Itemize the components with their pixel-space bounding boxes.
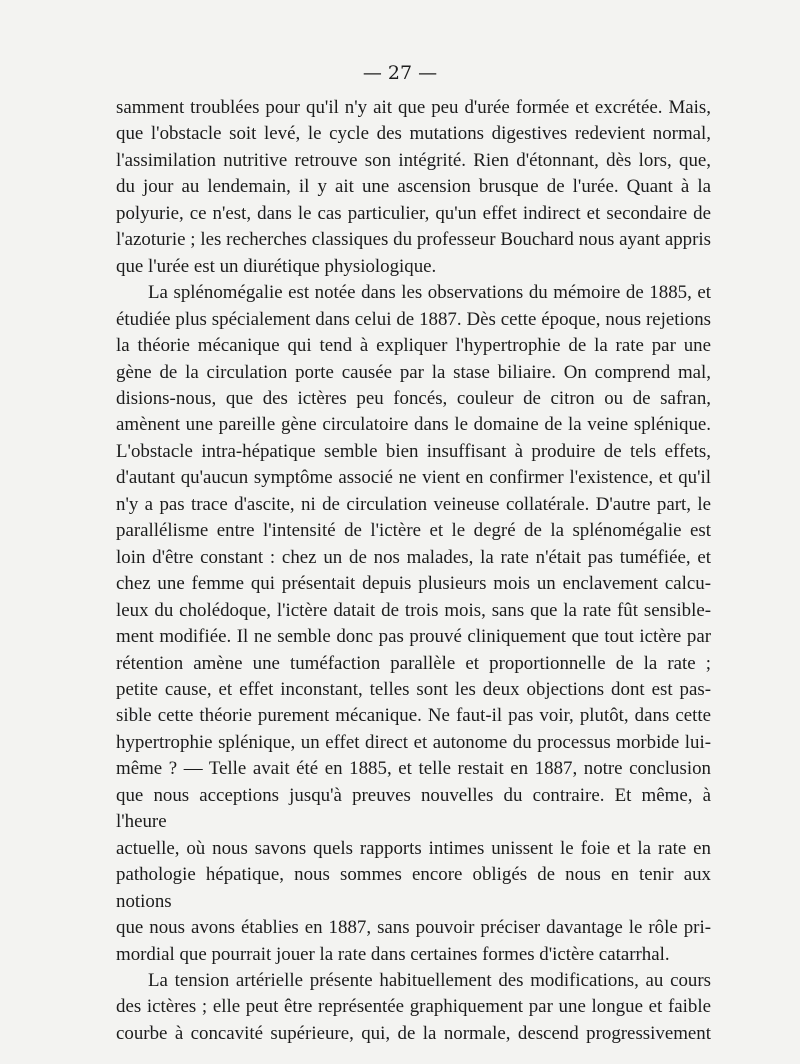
text-line: la théorie mécanique qui tend à expliquer l'hypertrophie de la rate par une [116,335,711,357]
text-line: actuelle, où nous savons quels rapports intimes unissent le foie et la rate en [116,837,711,859]
text-line: leux du cholédoque, l'ictère datait de trois mois, sans que la rate fût sensible- [116,599,711,621]
text-line: petite cause, et effet inconstant, telles sont les deux objections dont est pas- [116,678,711,700]
text-line: d'autant qu'aucun symptôme associé ne vient en confirmer l'existence, et qu'il [116,467,711,489]
text-line: disions-nous, que des ictères peu foncés, couleur de citron ou de safran, [116,387,711,409]
text-line: du jour au lendemain, il y ait une ascension brusque de l'urée. Quant à la [116,176,711,198]
body-text [116,95,711,1047]
text-line: gène de la circulation porte causée par la stase biliaire. On comprend mal, [116,361,711,383]
text-line: polyurie, ce n'est, dans le cas particulier, qu'un effet indirect et secondaire de [116,202,711,224]
text-line: l'azoturie ; les recherches classiques du professeur Bouchard nous ayant appris [116,229,711,251]
page-number: — 27 — [362,62,438,84]
text-line: que l'urée est un diurétique physiologique. [116,255,437,277]
text-line: sible cette théorie purement mécanique. Ne faut-il pas voir, plutôt, dans cette [116,705,711,727]
text-line: loin d'être constant : chez un de nos malades, la rate n'était pas tuméfiée, et [116,546,711,568]
text-line: des ictères ; elle peut être représentée graphiquement par une longue et faible [116,996,711,1018]
text-line: pathologie hépatique, nous sommes encore obligés de nous en tenir aux notions [116,864,711,912]
text-line: parallélisme entre l'intensité de l'ictère et le degré de la splénomégalie est [116,520,711,542]
text-line: ment modifiée. Il ne semble donc pas prouvé cliniquement que tout ictère par [116,626,711,648]
text-line: amènent une pareille gène circulatoire dans le domaine de la veine splénique. [116,414,711,436]
text-line: même ? — Telle avait été en 1885, et telle restait en 1887, notre conclusion [116,758,711,780]
text-line: que l'obstacle soit levé, le cycle des mutations digestives redevient normal, [116,123,711,145]
text-line: que nous avons établies en 1887, sans pouvoir préciser davantage le rôle pri- [116,917,711,939]
text-line: mordial que pourrait jouer la rate dans certaines formes d'ictère catarrhal. [116,943,670,965]
text-line: courbe à concavité supérieure, qui, de la normale, descend progressivement [116,1022,711,1044]
text-line: que nous acceptions jusqu'à preuves nouvelles du contraire. Et même, à l'heure [116,784,711,833]
text-line: samment troublées pour qu'il n'y ait que peu d'urée formée et excrétée. Mais, [116,97,711,118]
text-line: étudiée plus spécialement dans celui de 1887. Dès cette époque, nous rejetions [116,308,711,330]
text-line: chez une femme qui présentait depuis plusieurs mois un enclavement calcu- [116,573,711,595]
text-line: L'obstacle intra-hépatique semble bien insuffisant à produire de tels effets, [116,440,711,462]
text-line: La splénomégalie est notée dans les observations du mémoire de 1885, et [148,282,711,304]
text-line: l'assimilation nutritive retrouve son intégrité. Rien d'étonnant, dès lors, que, [116,149,711,171]
text-line: n'y a pas trace d'ascite, ni de circulation veineuse collatérale. D'autre part, le [116,493,711,515]
text-line: hypertrophie splénique, un effet direct et autonome du processus morbide lui- [116,731,711,753]
text-line: La tension artérielle présente habituellement des modifications, au cours [148,969,711,991]
text-line: rétention amène une tuméfaction parallèle et proportionnelle de la rate ; [116,652,711,674]
